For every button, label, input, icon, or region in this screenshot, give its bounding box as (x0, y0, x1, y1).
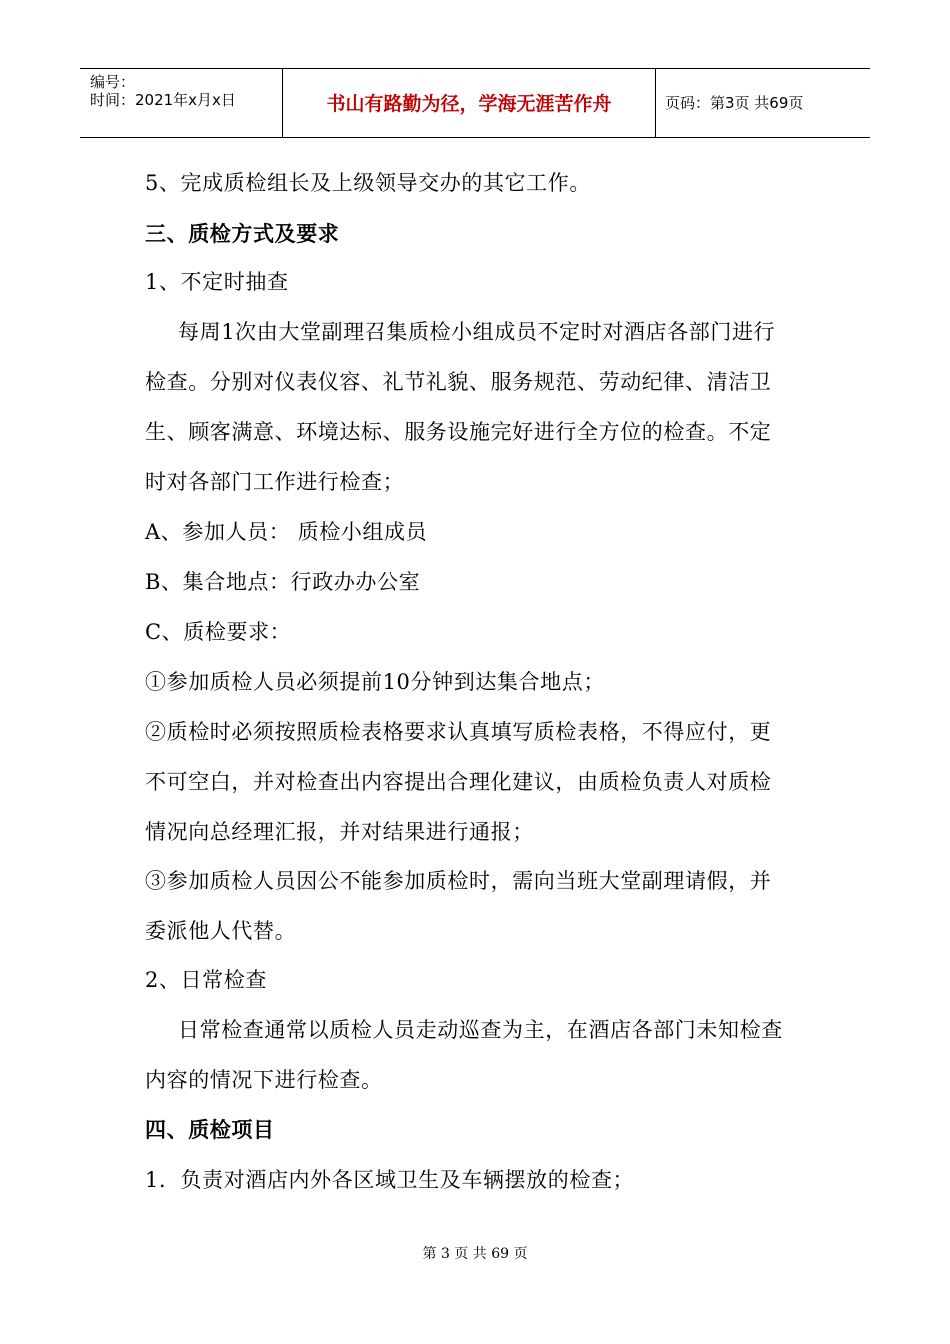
document-number-label: 编号： (90, 73, 136, 91)
body-line: 检查。分别对仪表仪容、礼节礼貌、服务规范、劳动纪律、清洁卫 (145, 370, 772, 394)
page-footer: 第 3 页 共 69 页 (422, 1246, 528, 1262)
body-line: 日常检查通常以质检人员走动巡查为主，在酒店各部门未知检查 (178, 1018, 783, 1042)
header-motto-cell (282, 69, 656, 137)
body-line: ①参加质检人员必须提前10分钟到达集合地点； (145, 670, 605, 694)
body-line: 不可空白，并对检查出内容提出合理化建议，由质检负责人对质检 (145, 770, 772, 794)
header-page-cell (655, 69, 870, 137)
body-line: 5、完成质检组长及上级领导交办的其它工作。 (145, 171, 591, 195)
body-line: 1．负责对酒店内外各区域卫生及车辆摆放的检查； (145, 1168, 635, 1192)
header-meta-cell (80, 69, 282, 137)
section-heading: 四、质检项目 (145, 1118, 275, 1142)
body-line: C、质检要求： (145, 620, 292, 644)
header-page-info: 页码：第3页 共69页 (665, 94, 804, 112)
header-motto: 书山有路勤为径，学海无涯苦作舟 (326, 93, 612, 115)
body-line: 每周1次由大堂副理召集质检小组成员不定时对酒店各部门进行 (178, 320, 776, 344)
body-line: ②质检时必须按照质检表格要求认真填写质检表格，不得应付，更 (145, 720, 772, 744)
body-line: 委派他人代替。 (145, 919, 297, 943)
document-time-label: 时间：2021年x月x日 (90, 91, 236, 109)
subsection-heading: 2、日常检查 (145, 968, 267, 992)
body-line: 时对各部门工作进行检查； (145, 470, 405, 494)
body-line: 生、顾客满意、环境达标、服务设施完好进行全方位的检查。不定 (145, 420, 772, 444)
body-line: ③参加质检人员因公不能参加质检时，需向当班大堂副理请假，并 (145, 869, 772, 893)
subsection-heading: 1、不定时抽查 (145, 270, 289, 294)
body-line: 内容的情况下进行检查。 (145, 1068, 383, 1092)
page-header (80, 68, 870, 138)
section-heading: 三、质检方式及要求 (145, 222, 340, 246)
body-line: 情况向总经理汇报，并对结果进行通报； (145, 820, 534, 844)
body-line: B、集合地点：行政办办公室 (145, 570, 421, 594)
body-line: A、参加人员： 质检小组成员 (145, 520, 428, 544)
